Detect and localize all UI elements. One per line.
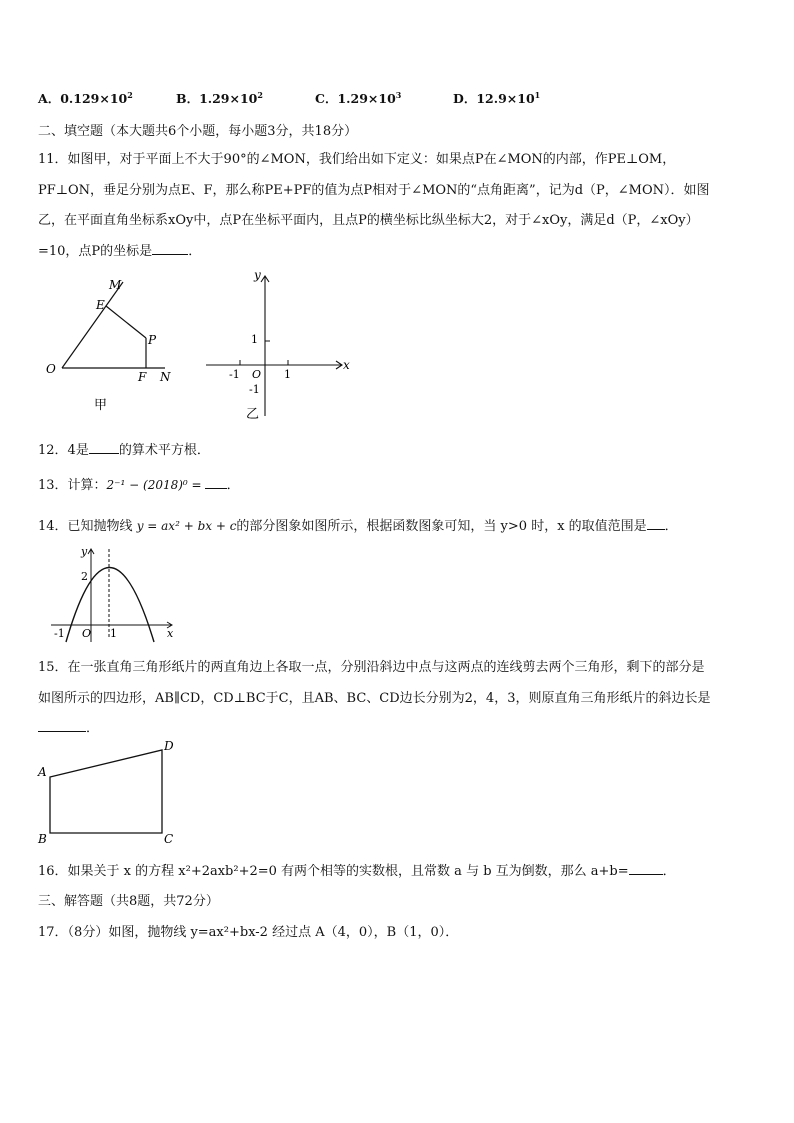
label-y-1: 1 [251,333,258,346]
ray-om [62,282,123,368]
label-x: x [167,627,174,640]
q13: 13．计算：2⁻¹ − (2018)⁰ = ． [38,478,240,493]
q15-line-1: 15．在一张直角三角形纸片的两直角边上各取一点，分别沿斜边中点与这两点的连线剪去两个三角形，剩下的部分是 [38,660,705,675]
label-c: C [164,832,174,846]
caption-yi: 乙 [246,407,260,422]
label-n: N [160,370,171,384]
label-p: P [148,333,157,347]
label-y: y [81,545,88,558]
label-y-neg1: -1 [249,383,260,396]
label-neg1: -1 [54,627,65,640]
label-d: D [164,739,174,753]
label-x-1: 1 [284,368,291,381]
label-origin: O [252,368,262,381]
label-e: E [96,298,105,312]
q15-quadrilateral-figure [34,735,184,847]
quadrilateral-abcd [50,750,162,833]
choice-b: B．$1.29\times 10^2$ [176,89,263,106]
q16: 16．如果关于 x 的方程 x²+2axb²+2=0 有两个相等的实数根，且常数 a 与 b 互为倒数，那么 a+b= ． [38,864,676,879]
label-f: F [138,370,147,384]
q13-answer-blank[interactable] [205,476,227,489]
q15-line-3: ． [38,717,99,736]
label-x: x [343,358,350,372]
label-m: M [109,278,122,292]
label-2: 2 [81,570,88,583]
q11-line-4: =10，点P的坐标是 ． [38,244,202,259]
label-o: O [46,362,56,376]
q17: 17．（8分）如图，抛物线 y=ax²+bx-2 经过点 A（4，0），B（1，0）． [38,925,459,940]
q11-line-1: 11．如图甲，对于平面上不大于90°的∠MON，我们给出如下定义：如果点P在∠MON的内部，作PE⊥OM， [38,152,676,167]
q14-parabola-graph [48,545,183,645]
q12-answer-blank[interactable] [89,441,119,454]
q12: 12．4是 的算术平方根． [38,443,210,458]
label-a: A [38,765,47,779]
label-y: y [254,268,261,282]
segment-pe [106,306,146,338]
choice-a: A．$0.129\times 10^2$ [38,89,133,106]
q15-answer-blank[interactable] [38,719,86,732]
q11-figure-jia [40,272,180,417]
label-x-neg1: -1 [229,368,240,381]
caption-jia: 甲 [94,398,108,413]
q16-answer-blank[interactable] [629,862,663,875]
q11-answer-blank[interactable] [152,242,188,255]
label-b: B [38,832,47,846]
section-heading-fill-in: 二、填空题（本大题共6个小题，每小题3分，共18分） [38,124,358,139]
q11-line-3: 乙，在平面直角坐标系xOy中，点P在坐标平面内，且点P的横坐标比纵坐标大2，对于∠xOy，满足d（P，∠xOy） [38,213,699,228]
q15-line-2: 如图所示的四边形，AB∥CD，CD⊥BC于C，且AB、BC、CD边长分别为2，4，3，则原直角三角形纸片的斜边长是 [38,691,711,706]
choice-c: C．$1.29\times 10^3$ [315,89,402,106]
section-heading-solve: 三、解答题（共8题，共72分） [38,894,219,909]
q14-answer-blank[interactable] [647,517,665,530]
q14: 14．已知抛物线 y = ax² + bx + c的部分图象如图所示，根据函数图象可知，当 y>0 时，x 的取值范围是 ． [38,519,678,534]
label-1: 1 [110,627,117,640]
q11-figure-yi [204,268,354,423]
label-origin: O [82,627,92,640]
q11-line-2: PF⊥ON，垂足分别为点E、F，那么称PE+PF的值为点P相对于∠MON的“点角距离”，记为d（P，∠MON）．如图 [38,183,710,198]
choice-d: D．$12.9\times 10^1$ [453,89,541,106]
